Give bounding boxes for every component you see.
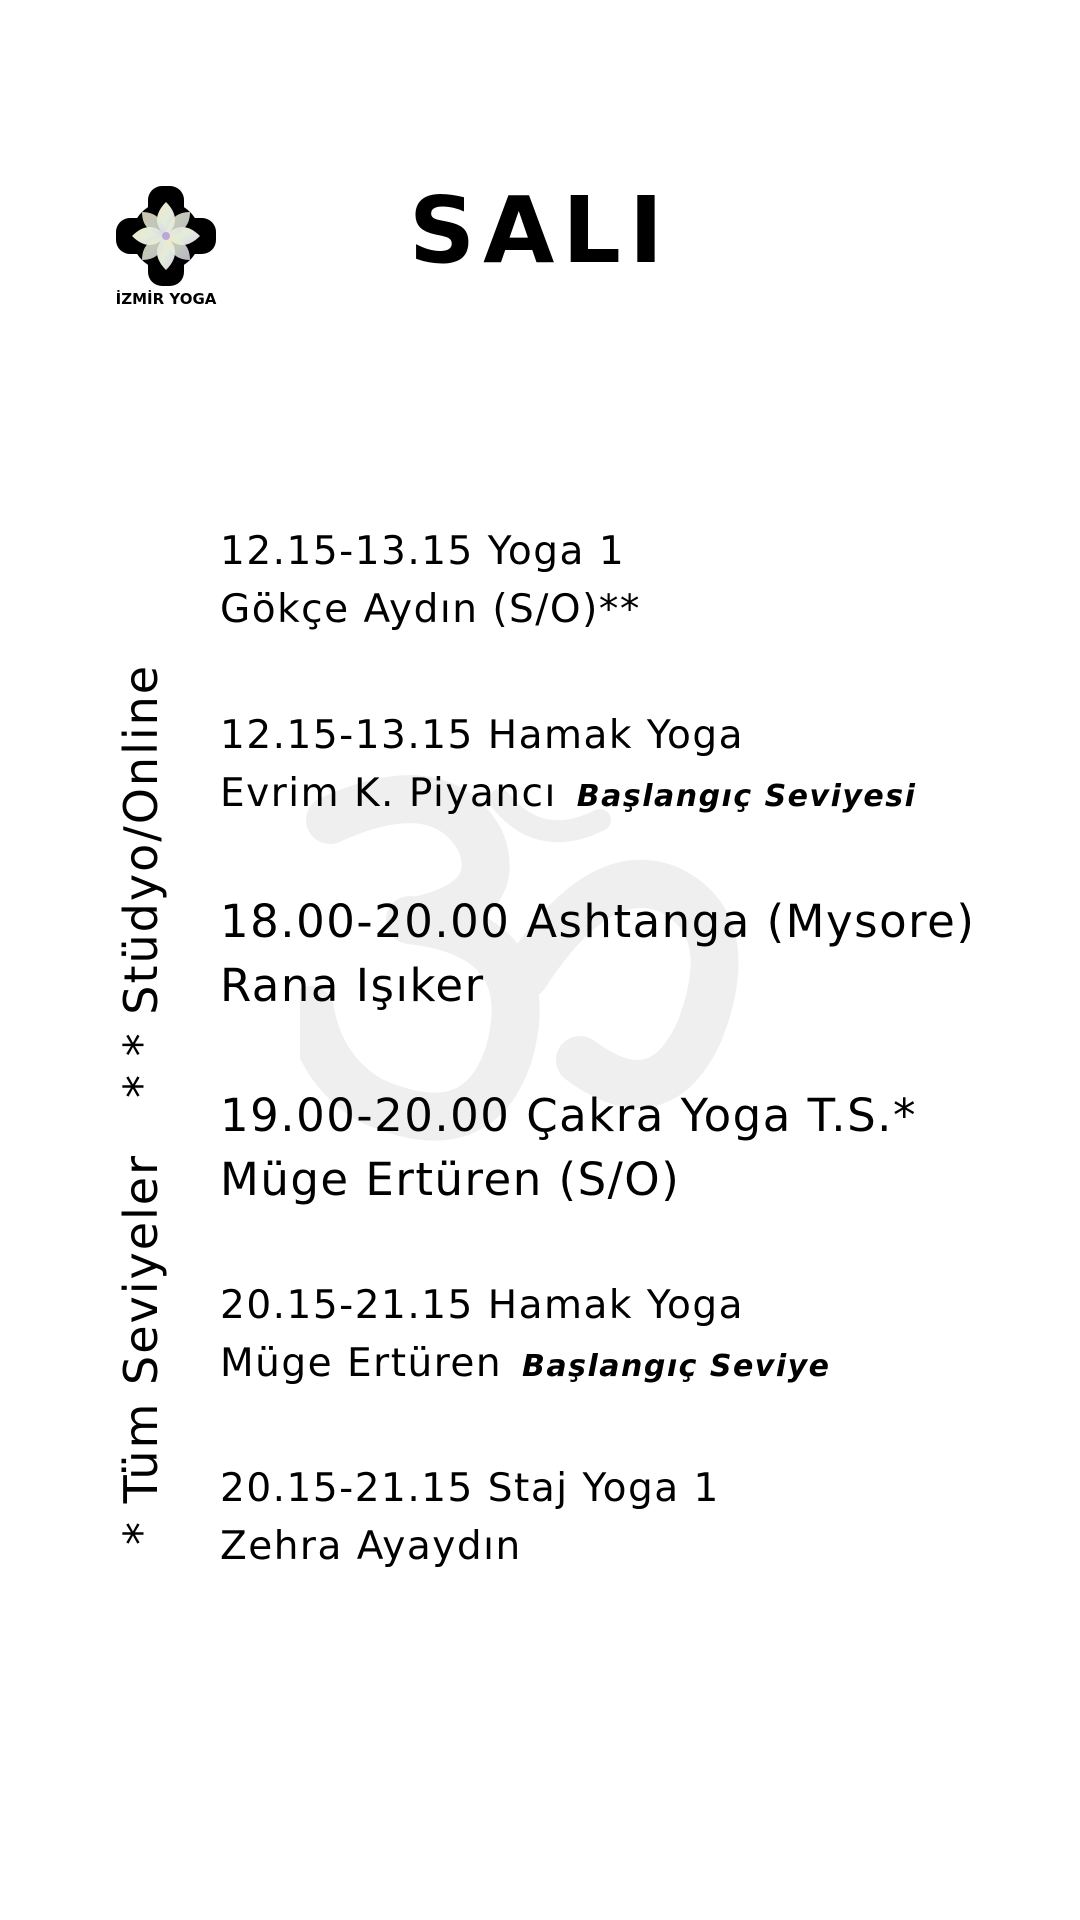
class-time-title: 20.15-21.15 Hamak Yoga [220,1283,745,1328]
class-teacher: Rana Işıker [220,959,485,1012]
class-time-title: 20.15-21.15 Staj Yoga 1 [220,1466,720,1511]
class-time-title: 19.00-20.00 Çakra Yoga T.S.* [220,1089,917,1142]
legend-vertical [112,664,170,1545]
class-time-title: 12.15-13.15 Yoga 1 [220,529,626,574]
schedule-entry [220,707,916,826]
class-teacher-line [220,954,975,1018]
class-teacher-line [220,581,641,639]
class-teacher: Evrim K. Piyancı [220,771,557,816]
class-teacher-line [220,1148,917,1212]
legend-all-levels: * Tüm Seviyeler [114,1153,168,1545]
class-teacher: Gökçe Aydın (S/O)** [220,587,641,632]
class-level: Başlangıç Seviye [522,1349,831,1384]
class-teacher: Müge Ertüren (S/O) [220,1153,681,1206]
page-title: SALI [408,177,672,284]
schedule-entry [220,523,641,639]
class-teacher: Müge Ertüren [220,1341,503,1386]
class-teacher-line [220,765,916,826]
schedule-entry [220,1277,831,1396]
legend-studio-online: * * Stüdyo/Online [114,663,168,1098]
class-teacher: Zehra Ayaydın [220,1524,522,1569]
schedule-entry [220,1460,720,1576]
class-level: Başlangıç Seviyesi [576,779,917,814]
class-time-title: 18.00-20.00 Ashtanga (Mysore) [220,895,976,948]
schedule-entry [220,890,975,1018]
class-teacher-line [220,1518,720,1576]
logo-text: İZMİR YOGA [115,290,217,308]
class-teacher-line [220,1335,831,1396]
class-time-title: 12.15-13.15 Hamak Yoga [220,713,745,758]
schedule-entry [220,1084,917,1212]
